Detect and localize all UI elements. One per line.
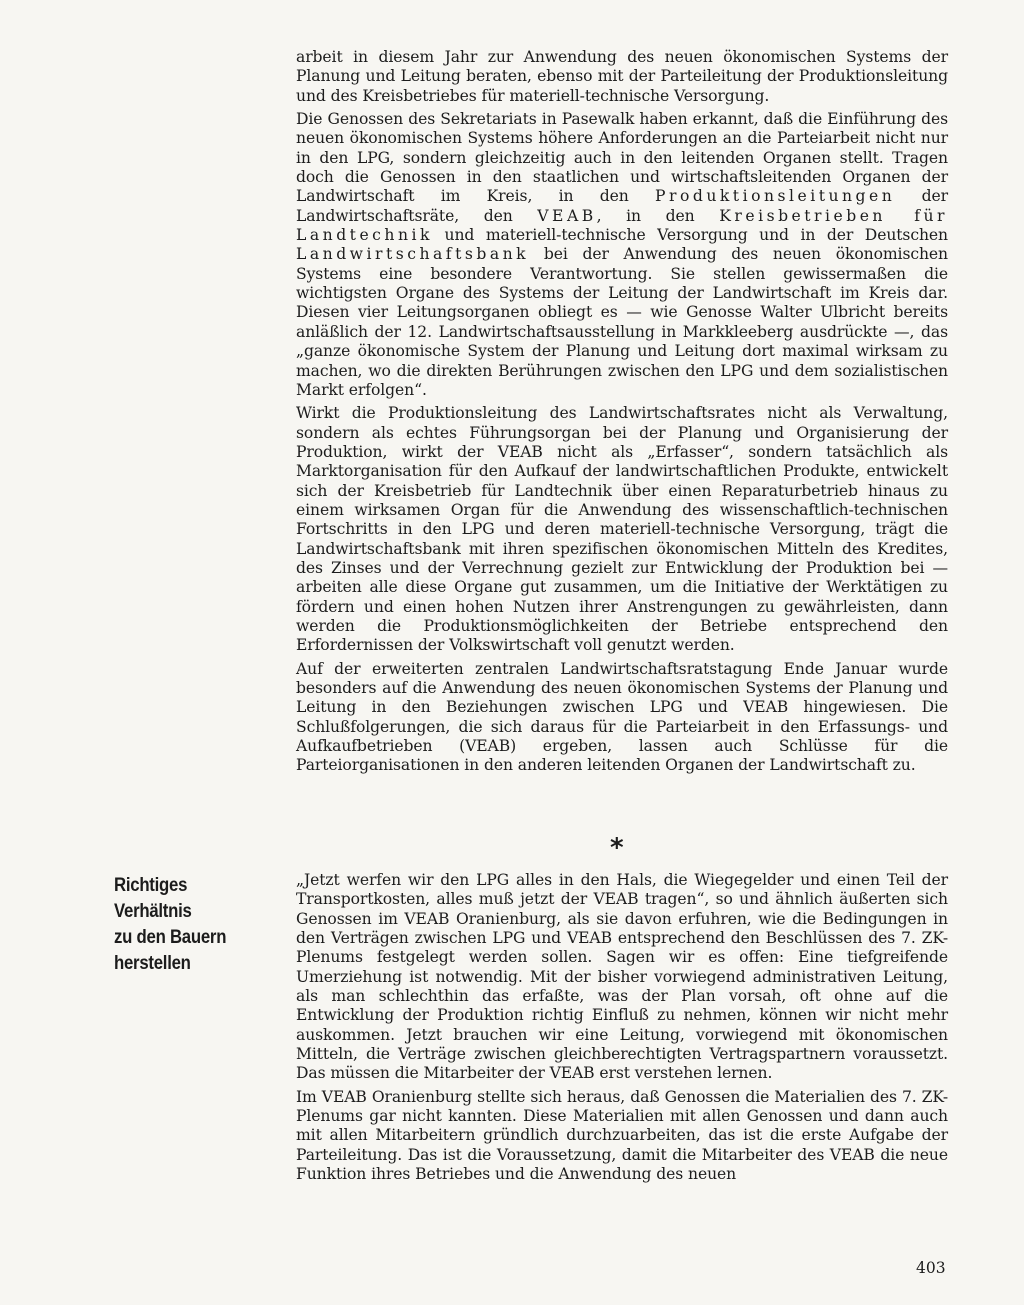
page-number: 403	[916, 1259, 946, 1277]
paragraph-2-text-g: und materiell-technische Versorgung und in der Deutschen	[432, 226, 948, 245]
margin-heading-line-3: zu den Bauern	[114, 926, 227, 948]
paragraph-2-text-i: bei der Anwendung des neuen ökonomischen Systems eine besondere Verantwortung. Sie stellen gewissermaßen die wichtigsten Organe des Systems der Leitung der Landwirtschaft im Kreis dar. Diesen vier Leitungsorganen obliegt es — wie Genosse Walter Ulbricht bereits anläßlich der 12. Landwirtschaftsausstellung in Markkleeberg ausdrückte —, das „ganze ökonomische System der Planung und Leitung dort maximal wirksam zu machen, wo die direkten Berührungen zwischen den LPG und dem sozialistischen Markt erfolgen“.	[296, 245, 948, 399]
paragraph-3: Wirkt die Produktionsleitung des Landwirtschaftsrates nicht als Verwaltung, sondern als echtes Führungsorgan bei der Planung und Organisierung der Produktion, wirkt der VEAB nicht als „Erfasser“, sondern tatsächlich als Marktorganisation für den Aufkauf der landwirtschaftlichen Produkte, entwickelt sich der Kreisbetrieb für Landtechnik über einen Reparaturbetrieb hinaus zu einem wirksamen Organ für die Anwendung des wissenschaftlich-technischen Fortschritts in den LPG und deren materiell-technische Versorgung, trägt die Landwirtschaftsbank mit ihren spezifischen ökonomischen Mitteln des Kredites, des Zinses und der Verrechnung gezielt zur Entwicklung der Produktion bei — arbeiten alle diese Organe gut zusammen, um die Initiative der Werktätigen zu fördern und einen hohen Nutzen ihrer Anstrengungen zu gewährleisten, dann werden die Produktionsmöglichkeiten der Betriebe entsprechend den Erfordernissen der Volkswirtschaft voll genutzt werden.	[296, 404, 948, 655]
paragraph-2-text-e: , in den	[596, 206, 720, 225]
spaced-term-produktionsleitungen: Produktionsleitungen	[655, 187, 896, 206]
paragraph-2	[296, 110, 948, 400]
lower-text-column	[296, 871, 948, 1185]
spaced-term-veab: VEAB	[537, 206, 597, 225]
paragraph-4: Auf der erweiterten zentralen Landwirtschaftsratstagung Ende Januar wurde besonders auf die Anwendung des neuen ökonomischen Systems der Planung und Leitung in den Beziehungen zwischen LPG und VEAB hingewiesen. Die Schlußfolgerungen, die sich daraus für die Parteiarbeit in den Erfassungs- und Aufkaufbetrieben (VEAB) ergeben, lassen auch Schlüsse für die Parteiorganisationen in den anderen leitenden Organen der Landwirtschaft zu.	[296, 659, 948, 775]
upper-text-column	[296, 48, 948, 776]
paragraph-6: Im VEAB Oranienburg stellte sich heraus, daß Genossen die Materialien des 7. ZK-Plenums gar nicht kannten. Diese Materialien mit allen Genossen und dann auch mit allen Mitarbeitern gründlich durchzuarbeiten, das ist die erste Aufgabe der Parteileitung. Das ist die Voraussetzung, damit die Mitarbeiter des VEAB die neue Funktion ihres Betriebes und die Anwendung des neuen	[296, 1087, 948, 1184]
paragraph-5: „Jetzt werfen wir den LPG alles in den Hals, die Wiegegelder und einen Teil der Transportkosten, alles muß jetzt der VEAB tragen“, so und ähnlich äußerten sich Genossen im VEAB Oranienburg, als sie davon erfuhren, wie die Bedingungen in den Verträgen zwischen LPG und VEAB entsprechend den Beschlüssen des 7. ZK-Plenums festgelegt werden sollen. Sagen wir es offen: Eine tiefgreifende Umerziehung ist notwendig. Mit der bisher vorwiegend administrativen Leitung, als man schlechthin das erfaßte, was der Plan vorsah, oft ohne auf die Entwicklung der Produktion richtig Einfluß zu nehmen, können wir nicht mehr auskommen. Jetzt brauchen wir eine Leitung, vorwiegend mit ökonomischen Mitteln, die Verträge zwischen gleichberechtigten Vertragspartnern voraussetzt. Das müssen die Mitarbeiter der VEAB erst verstehen lernen.	[296, 871, 948, 1083]
margin-heading	[114, 872, 252, 976]
paragraph-1: arbeit in diesem Jahr zur Anwendung des neuen ökonomischen Systems der Planung und Leitung beraten, ebenso mit der Parteileitung der Produktionsleitung und des Kreisbetriebes für materiell-technische Versorgung.	[296, 48, 948, 105]
margin-heading-line-2: Verhältnis	[114, 900, 192, 922]
spaced-term-landwirtschaftsbank: Landwirtschaftsbank	[296, 245, 530, 264]
margin-heading-line-4: herstellen	[114, 952, 191, 974]
spaced-term-kreisbetrieben: Kreisbetrieben für Landtechnik	[296, 206, 948, 245]
paragraph-2-text-a: Die Genossen des Sekretariats in Pasewalk haben erkannt, daß die Einführung des neuen ökonomischen Systems höhere Anforderungen an die Parteiarbeit nicht nur in den LPG, sondern gleichzeitig auch in den leitenden Organen stellt. Tragen doch die Genossen in den staatlichen und wirtschaftsleitenden Organen der Landwirtschaft im Kreis, in den	[296, 110, 948, 206]
paragraph-2-text-c: der Landwirtschaftsräte, den	[296, 187, 948, 225]
margin-heading-line-1: Richtiges	[114, 874, 188, 896]
section-separator-asterisk: *	[610, 833, 624, 863]
